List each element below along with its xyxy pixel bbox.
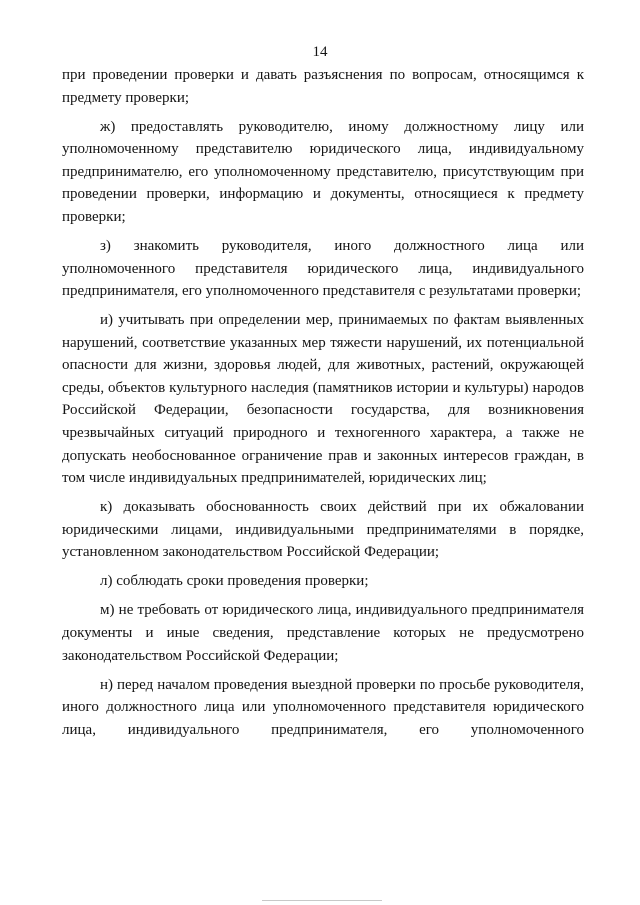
paragraph-l: л) соблюдать сроки проведения проверки; [100,573,369,590]
document-body [62,64,584,748]
paragraph-continuation: при проведении проверки и давать разъяснения по вопросам, относящимся к предмету проверки; [62,67,584,106]
paragraph-zh: ж) предоставлять руководителю, иному должностному лицу или уполномоченному представителю юридического лица, индивидуальному предпринимателю, его уполномоченному представителю, присутствующим при проведении проверки, информацию и документы, относящиеся к предмету проверки; [62,118,584,225]
paragraph-m: м) не требовать от юридического лица, индивидуального предпринимателя документы и иные сведения, представление которых не предусмотрено законодательством Российской Федерации; [62,602,584,664]
paragraph-i: и) учитывать при определении мер, принимаемых по фактам выявленных нарушений, соответствие указанных мер тяжести нарушений, их потенциальной опасности для жизни, здоровья людей, для животных, растений, окружающей среды, объектов культурного наследия (памятников истории и культуры) народов Российской Федерации, безопасности государства, для возникновения чрезвычайных ситуаций природного и техногенного характера, а также не допускать необоснованное ограничение прав и законных интересов граждан, в том числе индивидуальных предпринимателей, юридических лиц; [62,312,584,487]
paragraph-z: з) знакомить руководителя, иного должностного лица или уполномоченного представителя юридического лица, индивидуального предпринимателя, его уполномоченного представителя с результатами проверки; [62,237,584,300]
scan-edge-mark [262,900,382,901]
page-number: 14 [312,44,328,60]
paragraph-k: к) доказывать обоснованность своих действий при их обжаловании юридическими лицами, индивидуальными предпринимателями в порядке, установленном законодательством Российской Федерации; [62,499,584,561]
paragraph-n: н) перед началом проведения выездной проверки по просьбе руководителя, иного должностного лица или уполномоченного представителя юридического лица, индивидуального предпринимателя, его уполномоченного [62,676,584,738]
